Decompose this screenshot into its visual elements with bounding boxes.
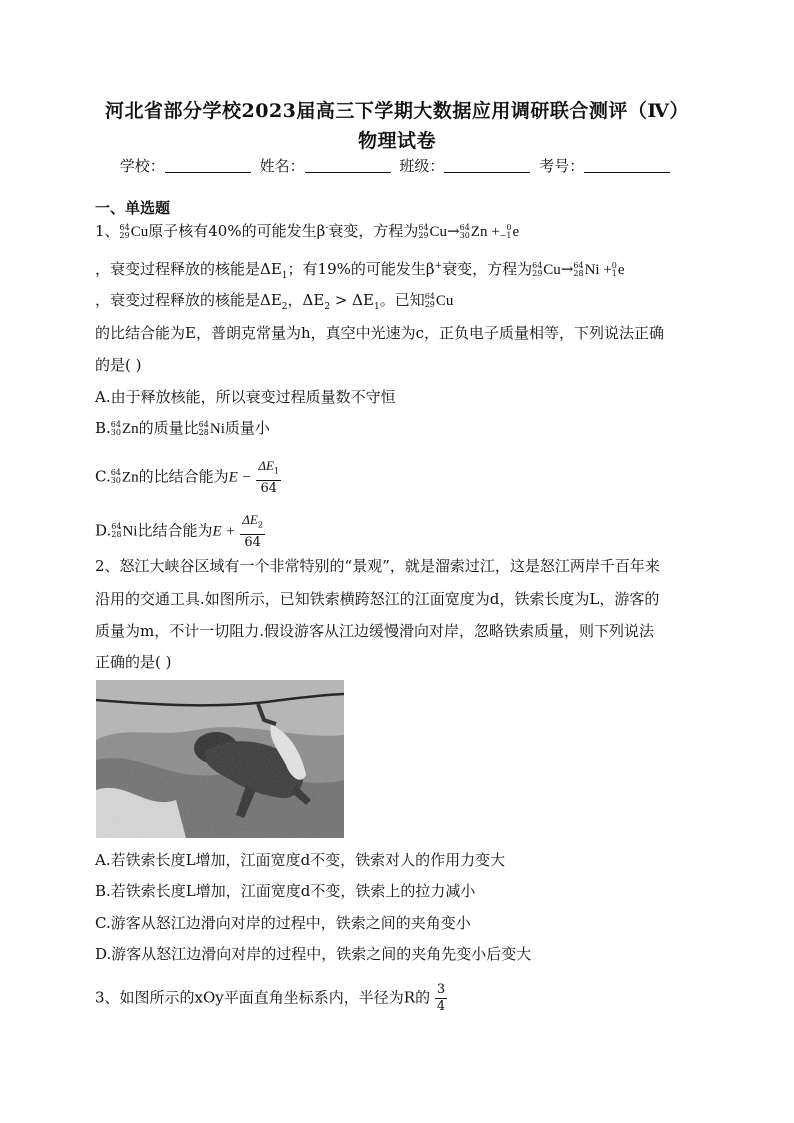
q3-line1: 3、如图所示的xOy平面直角坐标系内，半径为R的 $\frac{3}{4}$	[95, 982, 446, 1014]
fraction-dE2-64: $\frac{\Delta E_2}{64}$	[242, 512, 263, 550]
student-info-row	[0, 155, 794, 176]
fraction-dE1-64: $\frac{\Delta E_1}{64}$	[258, 458, 280, 496]
q2-option-d[interactable]: D.游客从怒江边滑向对岸的过程中，铁索之间的夹角先变小后变大	[95, 945, 532, 963]
section-heading: 一、单选题	[95, 199, 171, 217]
q2-option-a[interactable]: A.若铁索长度L增加，江面宽度d不变，铁索对人的作用力变大	[95, 851, 506, 869]
class-field[interactable]	[444, 158, 530, 173]
class-label: 班级：	[399, 157, 445, 175]
name-label: 姓名：	[259, 157, 305, 175]
exam-subject: 物理试卷	[357, 130, 436, 152]
q2-option-b[interactable]: B.若铁索长度L增加，江面宽度d不变，铁索上的拉力减小	[95, 882, 476, 900]
q1-line5: 的是( )	[95, 356, 142, 374]
exam-no-label: 考号：	[539, 157, 585, 175]
q2-line1: 2、怒江大峡谷区域有一个非常特别的“景观”，就是溜索过江，这是怒江两岸千百年来	[95, 557, 660, 575]
q1-option-b[interactable]: B. 64 30 Zn的质量比 64 28 Ni质量小	[95, 419, 270, 437]
q1-option-a[interactable]: A.由于释放核能，所以衰变过程质量数不守恒	[95, 388, 396, 406]
q2-option-c[interactable]: C.游客从怒江边滑向对岸的过程中，铁索之间的夹角变小	[95, 914, 471, 932]
fraction-three-quarters: $\frac{3}{4}$	[436, 982, 446, 1014]
arrow-icon: →	[560, 260, 574, 278]
school-field[interactable]	[165, 158, 251, 173]
name-field[interactable]	[305, 158, 391, 173]
school-label: 学校：	[119, 157, 165, 175]
q1-option-d[interactable]: D. 64 28 Ni比结合能为E + $\frac{\Delta E_2}{64}$	[95, 512, 263, 550]
q1-line2: ，衰变过程释放的核能是$\Delta E_1$；有19%的可能发生β+衰变，方程为 64 29 Cu→ 64 28 Ni + 0 1 e	[95, 260, 625, 281]
zipline-photo	[96, 680, 344, 838]
q2-line4: 正确的是( )	[95, 653, 172, 671]
exam-title: 河北省部分学校2023届高三下学期大数据应用调研联合测评（Ⅳ）	[105, 100, 689, 122]
q1-line1: 1、 64 29 Cu原子核有40%的可能发生β-衰变，方程为 64 29 Cu→ 64 30 Zn + 0 −1 e	[95, 222, 520, 240]
q1-option-c[interactable]: C. 64 30 Zn的比结合能为E − $\frac{\Delta E_1}{64}$	[95, 458, 280, 496]
q2-line2: 沿用的交通工具.如图所示，已知铁索横跨怒江的江面宽度为d，铁索长度为L，游客的	[95, 590, 660, 608]
arrow-icon: →	[447, 222, 460, 240]
q1-line4: 的比结合能为E，普朗克常量为h，真空中光速为c，正负电子质量相等，下列说法正确	[95, 324, 665, 342]
exam-no-field[interactable]	[584, 158, 670, 173]
q1-line3: ，衰变过程释放的核能是$\Delta E_2$，$\Delta E_2 > \Delta E_1$。已知 64 29 Cu	[95, 291, 454, 312]
q2-line3: 质量为m，不计一切阻力.假设游客从江边缓慢滑向对岸，忽略铁索质量，则下列说法	[95, 622, 654, 640]
